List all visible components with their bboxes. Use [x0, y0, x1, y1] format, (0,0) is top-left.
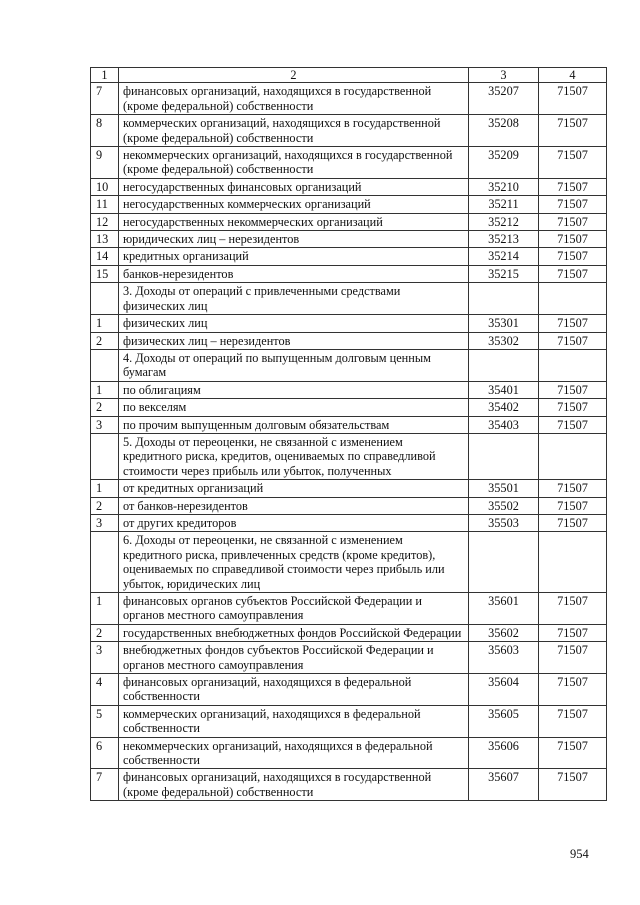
row-account-cell: 71507 [539, 178, 607, 195]
row-code-cell: 35605 [469, 705, 539, 737]
row-description-cell: 4. Доходы от операций по выпущенным долговым ценным бумагам [119, 349, 469, 381]
row-code-cell: 35607 [469, 769, 539, 801]
row-number-cell: 1 [91, 315, 119, 332]
row-code-cell: 35401 [469, 381, 539, 398]
row-account-cell [539, 283, 607, 315]
row-code-cell: 35601 [469, 593, 539, 625]
row-account-cell: 71507 [539, 399, 607, 416]
row-description-cell: 5. Доходы от переоценки, не связанной с изменением кредитного риска, кредитов, оцениваемых по справедливой стоимости через прибыль или убыток, полученных [119, 433, 469, 479]
row-code-cell: 35602 [469, 624, 539, 641]
row-code-cell: 35503 [469, 514, 539, 531]
row-description-cell: государственных внебюджетных фондов Российской Федерации [119, 624, 469, 641]
row-account-cell: 71507 [539, 115, 607, 147]
table-row [91, 769, 607, 801]
row-description-cell: физических лиц – нерезидентов [119, 332, 469, 349]
row-number-cell: 2 [91, 497, 119, 514]
row-description-cell: финансовых организаций, находящихся в государственной (кроме федеральной) собственности [119, 83, 469, 115]
row-code-cell: 35301 [469, 315, 539, 332]
table-row [91, 178, 607, 195]
table-row [91, 399, 607, 416]
data-table [90, 67, 607, 801]
row-code-cell: 35215 [469, 265, 539, 282]
row-number-cell: 2 [91, 399, 119, 416]
row-number-cell: 3 [91, 416, 119, 433]
row-code-cell: 35208 [469, 115, 539, 147]
row-number-cell [91, 433, 119, 479]
row-code-cell: 35502 [469, 497, 539, 514]
row-description-cell: финансовых органов субъектов Российской Федерации и органов местного самоуправления [119, 593, 469, 625]
row-account-cell: 71507 [539, 593, 607, 625]
row-account-cell: 71507 [539, 705, 607, 737]
row-code-cell: 35211 [469, 196, 539, 213]
table-row [91, 196, 607, 213]
row-number-cell: 2 [91, 624, 119, 641]
row-description-cell: по прочим выпущенным долговым обязательствам [119, 416, 469, 433]
table-row [91, 593, 607, 625]
row-code-cell [469, 532, 539, 593]
table-row [91, 642, 607, 674]
row-account-cell: 71507 [539, 642, 607, 674]
row-description-cell: от кредитных организаций [119, 480, 469, 497]
row-account-cell: 71507 [539, 147, 607, 179]
row-code-cell: 35403 [469, 416, 539, 433]
row-description-cell: 6. Доходы от переоценки, не связанной с изменением кредитного риска, привлеченных средств (кроме кредитов), оцениваемых по справедливой стоимости через прибыль или убыток, юридических лиц [119, 532, 469, 593]
table-row [91, 705, 607, 737]
row-number-cell: 6 [91, 737, 119, 769]
row-number-cell: 12 [91, 213, 119, 230]
table-row [91, 624, 607, 641]
row-account-cell: 71507 [539, 769, 607, 801]
row-code-cell [469, 433, 539, 479]
row-description-cell: негосударственных финансовых организаций [119, 178, 469, 195]
table-row [91, 349, 607, 381]
row-code-cell: 35604 [469, 674, 539, 706]
row-code-cell: 35501 [469, 480, 539, 497]
header-cell-1: 1 [91, 68, 119, 83]
row-account-cell: 71507 [539, 213, 607, 230]
row-description-cell: коммерческих организаций, находящихся в федеральной собственности [119, 705, 469, 737]
row-description-cell: банков-нерезидентов [119, 265, 469, 282]
row-number-cell: 9 [91, 147, 119, 179]
header-cell-3: 3 [469, 68, 539, 83]
row-description-cell: физических лиц [119, 315, 469, 332]
row-account-cell: 71507 [539, 416, 607, 433]
row-code-cell: 35402 [469, 399, 539, 416]
row-number-cell: 1 [91, 480, 119, 497]
row-number-cell: 4 [91, 674, 119, 706]
row-number-cell: 2 [91, 332, 119, 349]
row-description-cell: некоммерческих организаций, находящихся в федеральной собственности [119, 737, 469, 769]
row-description-cell: по облигациям [119, 381, 469, 398]
table-row [91, 147, 607, 179]
row-number-cell: 15 [91, 265, 119, 282]
row-number-cell [91, 532, 119, 593]
table-header-row [91, 68, 607, 83]
table-row [91, 248, 607, 265]
table-body [91, 68, 607, 801]
row-description-cell: коммерческих организаций, находящихся в государственной (кроме федеральной) собственности [119, 115, 469, 147]
table-row [91, 332, 607, 349]
row-account-cell: 71507 [539, 196, 607, 213]
row-number-cell: 1 [91, 593, 119, 625]
table-row [91, 231, 607, 248]
table-row [91, 381, 607, 398]
row-code-cell: 35606 [469, 737, 539, 769]
row-description-cell: юридических лиц – нерезидентов [119, 231, 469, 248]
row-account-cell: 71507 [539, 480, 607, 497]
row-account-cell: 71507 [539, 737, 607, 769]
row-description-cell: негосударственных коммерческих организаций [119, 196, 469, 213]
row-number-cell [91, 283, 119, 315]
row-description-cell: внебюджетных фондов субъектов Российской Федерации и органов местного самоуправления [119, 642, 469, 674]
row-description-cell: финансовых организаций, находящихся в государственной (кроме федеральной) собственности [119, 769, 469, 801]
table-row [91, 674, 607, 706]
table-row [91, 433, 607, 479]
row-number-cell: 10 [91, 178, 119, 195]
row-account-cell: 71507 [539, 83, 607, 115]
row-description-cell: финансовых организаций, находящихся в федеральной собственности [119, 674, 469, 706]
row-number-cell: 5 [91, 705, 119, 737]
row-code-cell [469, 349, 539, 381]
page-number: 954 [570, 847, 589, 861]
table-row [91, 315, 607, 332]
row-number-cell: 1 [91, 381, 119, 398]
row-description-cell: некоммерческих организаций, находящихся в государственной (кроме федеральной) собственности [119, 147, 469, 179]
row-description-cell: негосударственных некоммерческих организаций [119, 213, 469, 230]
row-account-cell: 71507 [539, 381, 607, 398]
row-account-cell [539, 532, 607, 593]
row-number-cell: 11 [91, 196, 119, 213]
row-code-cell: 35214 [469, 248, 539, 265]
table-row [91, 737, 607, 769]
table-row [91, 480, 607, 497]
row-description-cell: от банков-нерезидентов [119, 497, 469, 514]
row-account-cell [539, 349, 607, 381]
row-number-cell: 7 [91, 83, 119, 115]
row-description-cell: по векселям [119, 399, 469, 416]
table-row [91, 532, 607, 593]
header-cell-2: 2 [119, 68, 469, 83]
row-number-cell: 3 [91, 514, 119, 531]
row-number-cell: 14 [91, 248, 119, 265]
row-code-cell: 35603 [469, 642, 539, 674]
row-description-cell: кредитных организаций [119, 248, 469, 265]
row-number-cell: 8 [91, 115, 119, 147]
row-account-cell: 71507 [539, 231, 607, 248]
row-account-cell: 71507 [539, 514, 607, 531]
table-row [91, 514, 607, 531]
row-number-cell: 13 [91, 231, 119, 248]
row-number-cell [91, 349, 119, 381]
table-row [91, 115, 607, 147]
row-code-cell: 35207 [469, 83, 539, 115]
table-row [91, 416, 607, 433]
row-number-cell: 3 [91, 642, 119, 674]
table-row [91, 213, 607, 230]
table-row [91, 497, 607, 514]
row-account-cell: 71507 [539, 674, 607, 706]
row-description-cell: 3. Доходы от операций с привлеченными средствами физических лиц [119, 283, 469, 315]
row-account-cell [539, 433, 607, 479]
row-account-cell: 71507 [539, 624, 607, 641]
row-account-cell: 71507 [539, 265, 607, 282]
row-account-cell: 71507 [539, 497, 607, 514]
row-account-cell: 71507 [539, 332, 607, 349]
row-code-cell [469, 283, 539, 315]
row-code-cell: 35302 [469, 332, 539, 349]
header-cell-4: 4 [539, 68, 607, 83]
row-code-cell: 35213 [469, 231, 539, 248]
table-row [91, 83, 607, 115]
row-account-cell: 71507 [539, 315, 607, 332]
table-row [91, 265, 607, 282]
table-row [91, 283, 607, 315]
row-number-cell: 7 [91, 769, 119, 801]
row-code-cell: 35210 [469, 178, 539, 195]
row-code-cell: 35209 [469, 147, 539, 179]
row-code-cell: 35212 [469, 213, 539, 230]
row-account-cell: 71507 [539, 248, 607, 265]
row-description-cell: от других кредиторов [119, 514, 469, 531]
